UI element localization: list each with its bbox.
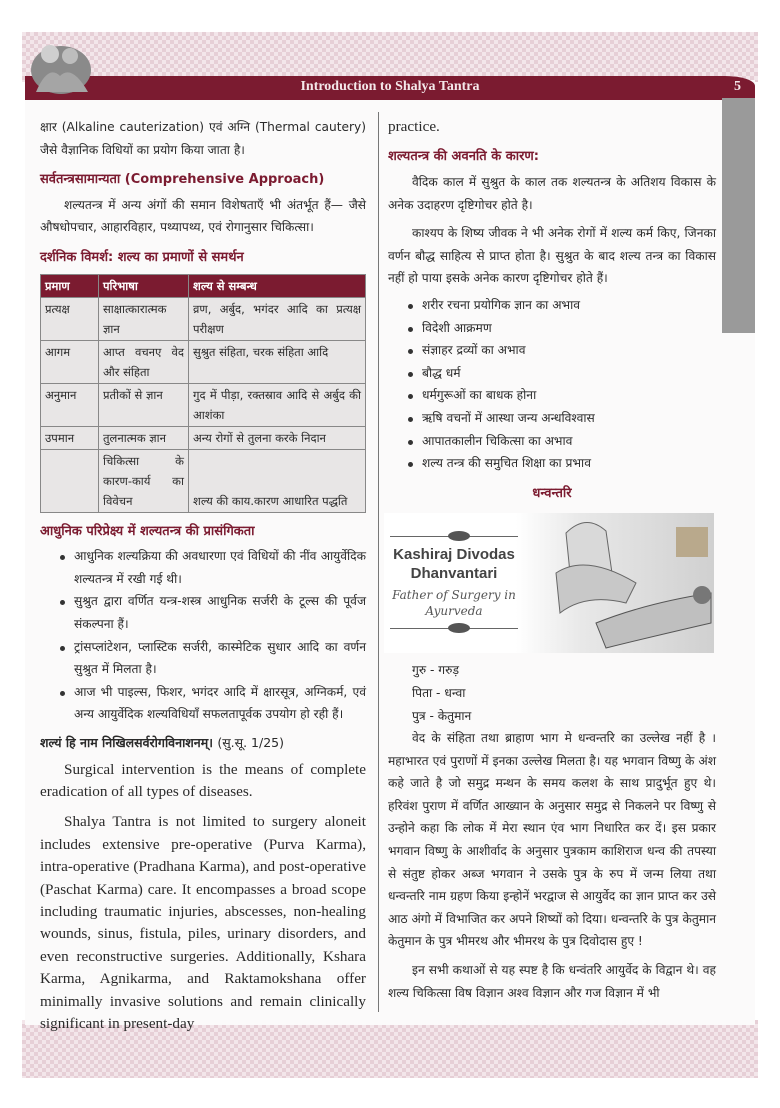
table-cell: शल्य की काय.कारण आधारित पद्धति xyxy=(189,449,366,512)
running-header xyxy=(25,76,755,100)
sloka xyxy=(40,732,366,755)
table-row xyxy=(41,449,366,512)
figure-caption-block xyxy=(384,527,524,637)
dhanvantari-illustration xyxy=(384,513,714,653)
comprehensive-heading: सर्वतन्त्रसामान्यता (Comprehensive Approach) xyxy=(40,172,325,188)
top-pattern-border xyxy=(22,32,758,82)
list-item: शल्य तन्त्र की समुचित शिक्षा का प्रभाव xyxy=(408,452,716,475)
left-column xyxy=(40,116,366,1035)
column-header: प्रमाण xyxy=(41,274,99,297)
decline-reasons-list xyxy=(408,294,716,475)
table-cell: साक्षात्कारात्मक ज्ञान xyxy=(99,297,189,340)
ornament-divider-icon xyxy=(390,531,518,541)
running-title: Introduction to Shalya Tantra xyxy=(300,79,480,94)
column-divider xyxy=(378,112,379,1012)
list-item: शरीर रचना प्रयोगिक ज्ञान का अभाव xyxy=(408,294,716,317)
table-cell: सुश्रुत संहिता, चरक संहिता आदि xyxy=(189,340,366,383)
list-item: ऋषि वचनों में आस्था जन्य अन्धविश्वास xyxy=(408,407,716,430)
continuation-text: practice. xyxy=(388,118,440,135)
comprehensive-paragraph: शल्यतन्त्र में अन्य अंगों की समान विशेषताएँ भी अंतर्भूत हैं— जैसे औषधोपचार, आहारविहार, पथ्यापथ्य, एवं रोगानुसार चिकित्सा। xyxy=(40,197,366,235)
ornament-divider-icon xyxy=(390,623,518,633)
column-header: परिभाषा xyxy=(99,274,189,297)
table-cell: प्रत्यक्ष xyxy=(41,297,99,340)
lineage-son: पुत्र - केतुमान xyxy=(412,708,472,723)
sloka-reference: (सु.सू. 1/25) xyxy=(217,734,284,750)
lineage-father: पिता - धन्वा xyxy=(412,685,466,700)
decline-paragraph: काश्यप के शिष्य जीवक ने भी अनेक रोगों में शल्य कर्म किए, जिनका वर्णन बौद्ध साहित्य से प्राप्त होता है। सुश्रुत के बाद शल्य तन्त्र का विकास नहीं हो पाया इसके अनेक कारण दृष्टिगोचर होते हैं। xyxy=(388,226,716,286)
lineage-guru: गुरु - गरुड़ xyxy=(412,663,459,678)
pramana-table xyxy=(40,274,366,513)
list-item: ट्रांसप्लांटेशन, प्लास्टिक सर्जरी, कास्मेटिक सुधार आदि का वर्णन सुश्रुत में मिलता है। xyxy=(60,636,366,681)
table-cell: चिकित्सा के कारण-कार्य का विवेचन xyxy=(99,449,189,512)
table-cell xyxy=(41,449,99,512)
relevance-list xyxy=(60,545,366,726)
table-cell: उपमान xyxy=(41,426,99,449)
figure-name: Kashiraj Divodas Dhanvantari xyxy=(393,546,515,583)
dhanvantari-heading: धन्वन्तरि xyxy=(532,485,572,501)
table-heading: दर्शनिक विमर्श: शल्य का प्रमाणों से समर्थन xyxy=(40,249,244,265)
table-cell: गुद में पीड़ा, रक्तस्राव आदि से अर्बुद की आशंका xyxy=(189,383,366,426)
dhanvantari-paragraph: इन सभी कथाओं से यह स्पष्ट है कि धन्वंतरि आयुर्वेद के विद्वान थे। वह शल्य चिकित्सा विष विज्ञान अश्व विज्ञान और गज विज्ञान में भी xyxy=(388,963,716,1000)
list-item: बौद्ध धर्म xyxy=(408,362,716,385)
list-item: धर्मगुरूओं का बाधक होना xyxy=(408,384,716,407)
table-cell: व्रण, अर्बुद, भगंदर आदि का प्रत्यक्ष परीक्षण xyxy=(189,297,366,340)
sages-emblem-icon xyxy=(28,36,94,96)
english-paragraph: Shalya Tantra is not limited to surgery aloneit includes extensive pre-operative (Purva Karma), intra-operative (Pradhana Karma), and post-operative (Paschat Karma) care. It encompasses a broad scope including traumatic injuries, abscesses, non-healing wounds, sinus, fistula, piles, urinary disorders, and even reconstructive surgeries. Additionally, Kshara Karma, Agnikarma, and Raktamokshana offer minimally invasive solutions and remain clinically significant in present-day xyxy=(40,813,366,1032)
list-item: आज भी पाइल्स, फिशर, भगंदर आदि में क्षारसूत्र, अग्निकर्म, एवं अन्य आयुर्वेदिक शल्यविधियाँ सफलतापूर्वक उपयोग हो रही हैं। xyxy=(60,681,366,726)
decline-heading: शल्यतन्त्र की अवनति के कारण: xyxy=(388,149,539,165)
dhanvantari-paragraph: वेद के संहिता तथा ब्राहाण भाग मे धन्वन्तरि का उल्लेख नहीं है । महाभारत एवं पुराणों में इनका उल्लेख मिलता है। यह भगवान विष्णु के अंश कहे जाते है जो समुद्र मन्थन के समय कलश के साथ प्रादुर्भूत हुए थे। हरिवंश पुराण में वर्णित आख्यान के अनुसार समुद्र से निकलने पर विष्णु से उन्होने कहा कि लोक में मेरा स्थान एंव भाग निधारित कर दें। इस प्रकार भगवान विष्णु के आशीर्वाद के अनुसार पुत्रकाम काशिराज धन्व की तपस्या से संतुष्ट होकर अब्ज भगवान ने उसके पुत्र के रुप में जन्म लिया तथा धन्वन्तरि नाम ग्रहण किया इन्होनें भरद्वाज से आयुर्वेद का ज्ञान प्राप्त कर उसे आठ अंगो में विभाजित कर अपने शिष्यों को दिया। धन्वन्तरि के पुत्र केतुमान केतुमान के पुत्र भीमरथ और भीमरथ के पुत्र दिवोदास हुए ! xyxy=(388,731,716,949)
surgeon-sketch-icon xyxy=(526,513,714,653)
list-item: सुश्रुत द्वारा वर्णित यन्त्र-शस्त्र आधुनिक सर्जरी के टूल्स की पूर्वज संकल्पना हैं। xyxy=(60,590,366,635)
table-cell: आगम xyxy=(41,340,99,383)
right-column xyxy=(388,116,716,1004)
table-cell: अन्य रोगों से तुलना करके निदान xyxy=(189,426,366,449)
table-row xyxy=(41,340,366,383)
table-row xyxy=(41,297,366,340)
intro-paragraph: क्षार (Alkaline cauterization) एवं अग्नि (Thermal cautery) जैसे वैज्ञानिक विधियों का प्रयोग किया जाता है। xyxy=(40,120,366,157)
column-header: शल्य से सम्बन्ध xyxy=(189,274,366,297)
page-number: 5 xyxy=(734,79,741,94)
table-row xyxy=(41,383,366,426)
list-item: विदेशी आक्रमण xyxy=(408,317,716,340)
table-cell: अनुमान xyxy=(41,383,99,426)
table-row xyxy=(41,426,366,449)
list-item: आपातकालीन चिकित्सा का अभाव xyxy=(408,430,716,453)
table-cell: प्रतीकों से ज्ञान xyxy=(99,383,189,426)
table-cell: तुलनात्मक ज्ञान xyxy=(99,426,189,449)
table-cell: आप्त वचनए वेद और संहिता xyxy=(99,340,189,383)
list-item: आधुनिक शल्यक्रिया की अवधारणा एवं विधियों की नींव आयुर्वेदिक शल्यतन्त्र में रखी गई थी। xyxy=(60,545,366,590)
figure-caption: Father of Surgery in Ayurveda xyxy=(392,588,516,619)
list-item: संज्ञाहर द्रव्यों का अभाव xyxy=(408,339,716,362)
decline-paragraph: वैदिक काल में सुश्रुत के काल तक शल्यतन्त्र के अतिशय विकास के अनेक उदाहरण दृष्टिगोचर होते है। xyxy=(388,175,716,212)
chapter-side-tab xyxy=(722,98,755,333)
relevance-heading: आधुनिक परिप्रेक्ष्य में शल्यतन्त्र की प्रासंगिकता xyxy=(40,523,255,539)
sloka-text: शल्यं हि नाम निखिलसर्वरोगविनाशनम्। xyxy=(40,734,213,750)
english-paragraph: Surgical intervention is the means of complete eradication of all types of diseases. xyxy=(40,760,366,800)
